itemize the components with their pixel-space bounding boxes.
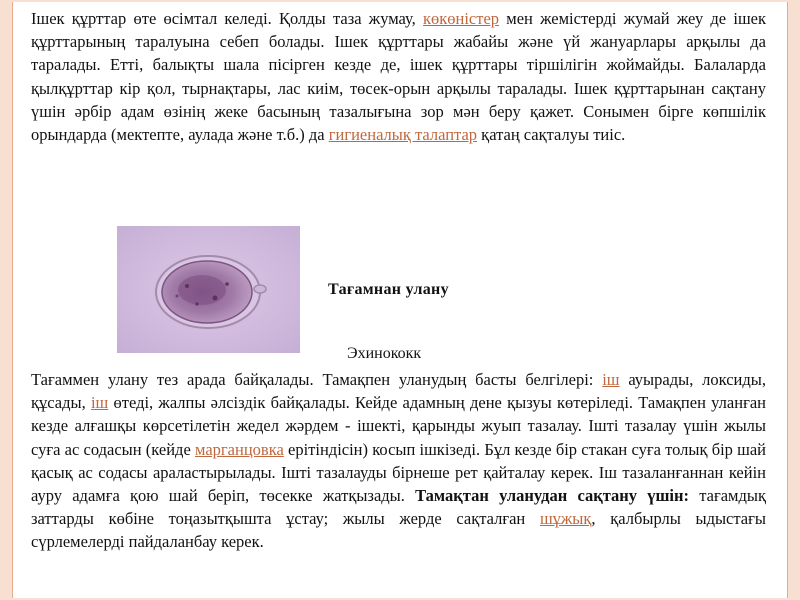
image-caption: Эхинококк	[347, 345, 422, 362]
paragraph2-text-2: ауырады, локсиды, құсады,	[31, 370, 766, 413]
paragraph2-text-5: тағамдық заттарды көбіне тоңазытқышта ұстау; жылы жерде сақталған	[31, 486, 766, 529]
paragraph2-text-1: Тағаммен улану тез арада байқалады. Тамақпен уланудың басты белгілері:	[31, 370, 603, 389]
paragraph-food-poisoning	[31, 368, 766, 554]
echinococcus-micrograph	[117, 226, 300, 353]
echinococcus-image	[117, 226, 300, 353]
paragraph1-text-1: Ішек құрттар өте өсімтал келеді. Қолды таза жумау,	[31, 9, 423, 28]
paragraph2-text-6: , қалбырлы ыдыстағы сүрлемелерді пайдаланбау керек.	[31, 509, 766, 552]
link-hygiene-requirements[interactable]: гигиеналық талаптар	[328, 125, 478, 145]
link-stomach-1[interactable]: іш	[602, 370, 620, 389]
link-stomach-2[interactable]: іш	[90, 393, 109, 413]
link-vegetables[interactable]: көкөністер	[422, 9, 500, 28]
paragraph2-text-4: ерітіндісін) косып ішкізеді. Бұл кезде бір стакан суға толық бір шай қасық ас содасы араластырылады. Ішті тазалауды бірнеше рет қайталау керек. Іш тазаланғаннан кейін ауру адамға қою шай беріп, төсекке жатқызады.	[31, 439, 767, 506]
paragraph1-text-2: мен жемістерді жумай жеу де ішек құрттарының таралуына себеп болады. Ішек құрттары жабайы және үй жануарлары арқылы да таралады. Етті, балықты шала пісірген кезде де, ішек құрттары тіршілігін жоймайды. Балаларда қылқұрттар кір қол, тырнақтары, лас киім, төсек-орын арқылы таралады. Ішек құрттарынан сақтану үшін әрбір адам өзінің жеке басының тазалығына зор мән беру қажет. Сонымен бірге көпшілік орындарда (мектепте, аулада және т.б.) да	[31, 9, 766, 145]
prevention-heading: Тамақтан уланудан сақтану үшін:	[415, 486, 690, 506]
link-sausage[interactable]: шұжық	[539, 509, 592, 529]
paragraph1-text-3: қатаң сақталуы тиіс.	[477, 125, 626, 145]
link-permanganate[interactable]: марганцовка	[195, 439, 284, 459]
paragraph2-text-3: өтеді, жалпы әлсіздік байқалады. Кейде адамның дене қызуы көтеріледі. Тамақпен уланған кезде алғашқы көрсетілетін жедел жәрдем - ішекті, қарынды жуып тазалау. Ішті тазалау үшін жылы суға ас содасын (кейде	[31, 393, 766, 459]
paragraph-parasites	[31, 7, 766, 146]
section-title-food-poisoning: Тағамнан улану	[328, 281, 449, 298]
